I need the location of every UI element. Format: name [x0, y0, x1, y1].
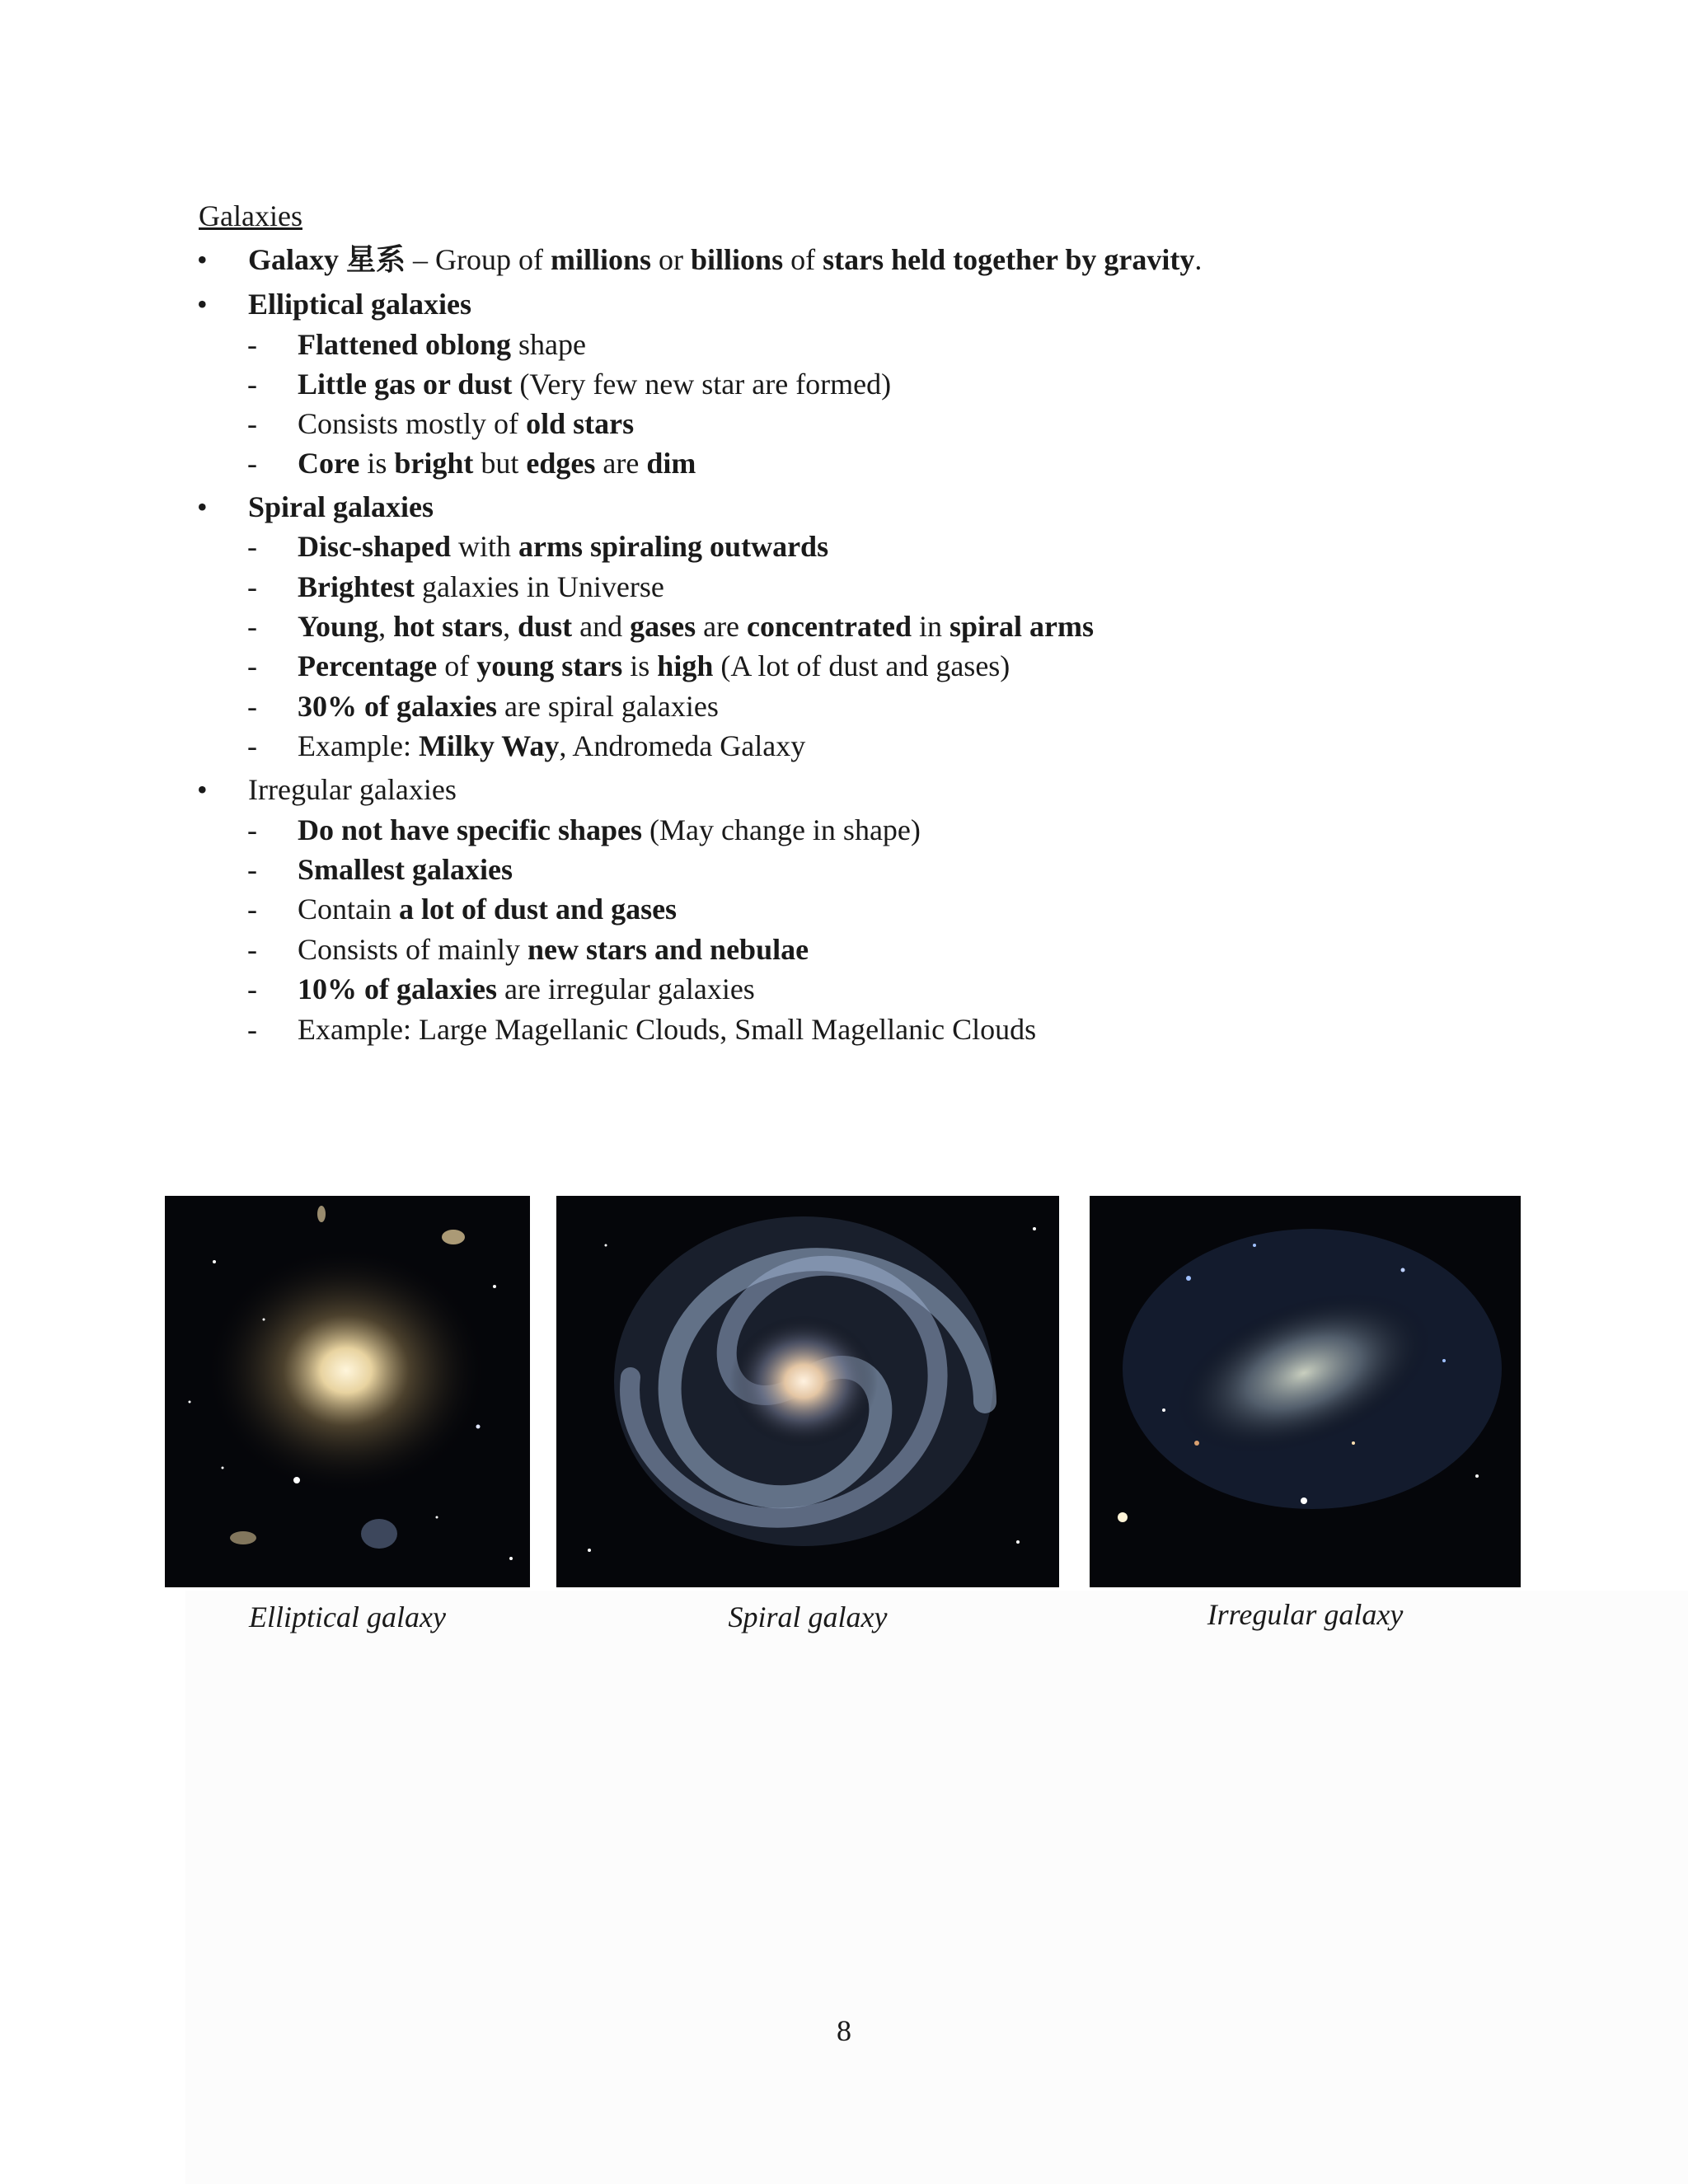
spiral-galaxy-image	[556, 1196, 1059, 1587]
list-item: Do not have specific shapes (May change in shape)	[298, 813, 921, 846]
dash-icon: -	[247, 368, 257, 401]
list-item: Percentage of young stars is high (A lot of dust and gases)	[298, 649, 1010, 682]
dash-icon: -	[247, 649, 257, 682]
caption-elliptical: Elliptical galaxy	[249, 1601, 446, 1633]
page-shade	[185, 1591, 1688, 2184]
list-item: 30% of galaxies are spiral galaxies	[298, 690, 719, 723]
dash-icon: -	[247, 972, 257, 1005]
dash-icon: -	[247, 813, 257, 846]
caption-irregular: Irregular galaxy	[1207, 1598, 1404, 1631]
list-item: Consists mostly of old stars	[298, 407, 635, 440]
bullet-icon: •	[197, 773, 208, 806]
dash-icon: -	[247, 853, 257, 886]
dash-icon: -	[247, 893, 257, 926]
list-item: Example: Milky Way, Andromeda Galaxy	[298, 729, 806, 762]
dash-icon: -	[247, 447, 257, 480]
list-item: Little gas or dust (Very few new star are formed)	[298, 368, 892, 401]
dash-icon: -	[247, 570, 257, 603]
page-number: 8	[837, 2014, 851, 2047]
list-item: Core is bright but edges are dim	[298, 447, 696, 480]
list-item: Contain a lot of dust and gases	[298, 893, 678, 926]
list-item: Disc-shaped with arms spiraling outwards	[298, 530, 829, 563]
list-item: 10% of galaxies are irregular galaxies	[298, 972, 755, 1005]
dash-icon: -	[247, 690, 257, 723]
spiral-heading: Spiral galaxies	[248, 490, 434, 523]
section-heading: Galaxies	[199, 199, 302, 232]
dash-icon: -	[247, 610, 257, 643]
dash-icon: -	[247, 1013, 257, 1046]
dash-icon: -	[247, 328, 257, 361]
list-item: Young, hot stars, dust and gases are concentrated in spiral arms	[298, 610, 1094, 643]
list-item: Example: Large Magellanic Clouds, Small Magellanic Clouds	[298, 1013, 1037, 1046]
list-item: Consists of mainly new stars and nebulae	[298, 933, 809, 966]
irregular-galaxy-image	[1090, 1196, 1521, 1587]
dash-icon: -	[247, 530, 257, 563]
elliptical-galaxy-image	[165, 1196, 530, 1587]
list-item: Flattened oblong shape	[298, 328, 586, 361]
elliptical-heading: Elliptical galaxies	[248, 288, 472, 321]
bullet-icon: •	[197, 490, 208, 523]
caption-spiral: Spiral galaxy	[728, 1601, 888, 1633]
list-item: Brightest galaxies in Universe	[298, 570, 664, 603]
dash-icon: -	[247, 407, 257, 440]
dash-icon: -	[247, 729, 257, 762]
dash-icon: -	[247, 933, 257, 966]
bullet-icon: •	[197, 243, 208, 276]
irregular-heading: Irregular galaxies	[248, 773, 457, 806]
galaxy-definition: Galaxy 星系 – Group of millions or billions of stars held together by gravity.	[248, 243, 1203, 276]
list-item: Smallest galaxies	[298, 853, 513, 886]
bullet-icon: •	[197, 288, 208, 321]
